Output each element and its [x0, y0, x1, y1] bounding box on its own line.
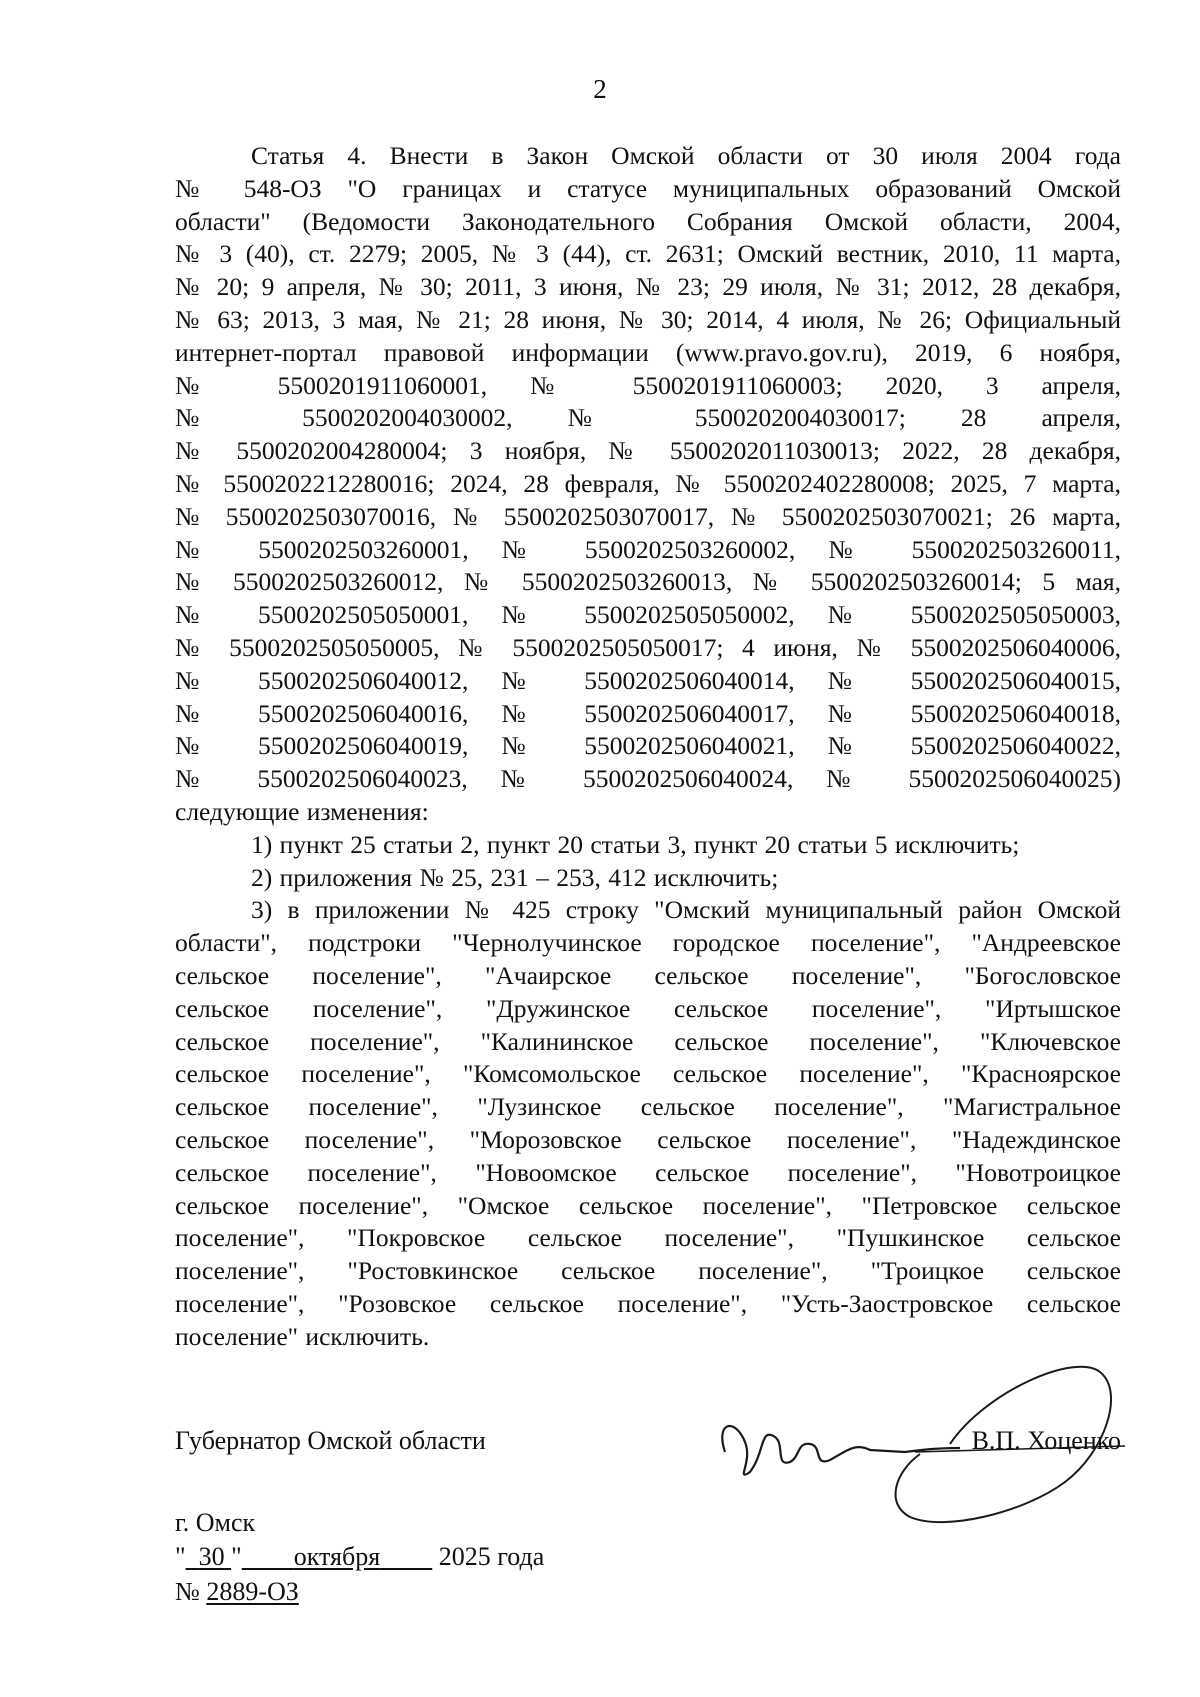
text-line: сельское поселение", "Комсомольское сельское поселение", "Красноярское — [175, 1059, 1121, 1089]
date-year: 2025 года — [438, 1542, 545, 1571]
item-1: 1) пункт 25 статьи 2, пункт 20 статьи 3, пункт 20 статьи 5 исключить; — [251, 829, 1020, 859]
text-line: № 5500202503260012, № 5500202503260013, № 5500202503260014; 5 мая, — [175, 567, 1121, 597]
text-line: № 5500202212280016; 2024, 28 февраля, № 5500202402280008; 2025, 7 марта, — [175, 468, 1121, 498]
text-line: № 5500201911060001, № 5500201911060003; 2020, 3 апреля, — [175, 370, 1121, 400]
text-line: № 5500202505050001, № 5500202505050002, № 5500202505050003, — [175, 600, 1121, 630]
text-line: № 63; 2013, 3 мая, № 21; 28 июня, № 30; 2014, 4 июля, № 26; Официальный — [175, 304, 1121, 334]
text-line: Статья 4. Внести в Закон Омской области от 30 июля 2004 года — [251, 141, 1121, 170]
text-line: поселение", "Ростовкинское сельское поселение", "Троицкое сельское — [175, 1256, 1121, 1286]
text-line: № 5500202506040016, № 5500202506040017, № 5500202506040018, — [175, 698, 1121, 728]
text-line: № 5500202004280004; 3 ноября, № 5500202011030013; 2022, 28 декабря, — [175, 436, 1121, 466]
text-line: № 5500202503070016, № 5500202503070017, № 5500202503070021; 26 марта, — [175, 501, 1121, 531]
text-line: 3) в приложении № 425 строку "Омский муниципальный район Омской — [251, 895, 1121, 925]
text-line: № 5500202505050005, № 5500202505050017; 4 июня, № 5500202506040006, — [175, 632, 1121, 662]
item-2: 2) приложения № 25, 231 – 253, 412 исключить; — [251, 862, 779, 892]
date-month: октября — [293, 1542, 381, 1571]
text-line: № 5500202503260001, № 5500202503260002, № 5500202503260011, — [175, 534, 1121, 564]
text-line: сельское поселение", "Морозовское сельское поселение", "Надеждинское — [175, 1124, 1121, 1154]
law-number: № 2889-ОЗ — [175, 1577, 299, 1606]
text-line: № 5500202506040012, № 5500202506040014, № 5500202506040015, — [175, 665, 1121, 695]
text-line: № 5500202506040023, № 5500202506040024, № 5500202506040025) — [175, 764, 1121, 794]
text-line: № 3 (40), ст. 2279; 2005, № 3 (44), ст. 2631; Омский вестник, 2010, 11 марта, — [175, 239, 1121, 269]
text-line: № 548-ОЗ "О границах и статусе муниципальных образований Омской — [175, 173, 1121, 203]
governor-title: Губернатор Омской области — [175, 1426, 486, 1455]
text-line: № 5500202004030002, № 5500202004030017; 28 апреля, — [175, 403, 1121, 433]
text-line: сельское поселение", "Калининское сельское поселение", "Ключевское — [175, 1026, 1121, 1056]
text-line: поселение", "Покровское сельское поселение", "Пушкинское сельское — [175, 1223, 1121, 1253]
text-line: сельское поселение", "Дружинское сельское поселение", "Иртышское — [175, 993, 1121, 1023]
document-body — [175, 140, 1121, 1353]
article-4-paragraph — [175, 140, 1121, 829]
text-line: сельское поселение", "Ачаирское сельское поселение", "Богословское — [175, 960, 1121, 990]
text-line: области", подстроки "Чернолучинское городское поселение", "Андреевское — [175, 928, 1121, 958]
page-number: 2 — [593, 74, 607, 104]
date-day: 30 — [198, 1542, 225, 1571]
text-line: области" (Ведомости Законодательного Собрания Омской области, 2004, — [175, 206, 1121, 236]
text-line: следующие изменения: — [175, 796, 429, 826]
signing-date: " 30 " октября 2025 года — [175, 1542, 545, 1571]
text-line: поселение" исключить. — [175, 1321, 430, 1351]
item-3-paragraph — [175, 894, 1121, 1353]
signature-block — [175, 1412, 1121, 1492]
text-line: сельское поселение", "Омское сельское поселение", "Петровское сельское — [175, 1190, 1121, 1220]
text-line: сельское поселение", "Новоомское сельское поселение", "Новотроицкое — [175, 1157, 1121, 1187]
text-line: № 5500202506040019, № 5500202506040021, № 5500202506040022, — [175, 731, 1121, 761]
text-line: интернет-портал правовой информации (www.pravo.gov.ru), 2019, 6 ноября, — [175, 337, 1121, 367]
law-number-value: 2889-ОЗ — [206, 1577, 299, 1606]
city: г. Омск — [175, 1508, 256, 1537]
text-line: № 20; 9 апреля, № 30; 2011, 3 июня, № 23; 29 июля, № 31; 2012, 28 декабря, — [175, 272, 1121, 302]
text-line: поселение", "Розовское сельское поселение", "Усть-Заостровское сельское — [175, 1288, 1121, 1318]
text-line: сельское поселение", "Лузинское сельское поселение", "Магистральное — [175, 1092, 1121, 1122]
governor-name: В.П. Хоценко — [971, 1426, 1121, 1455]
